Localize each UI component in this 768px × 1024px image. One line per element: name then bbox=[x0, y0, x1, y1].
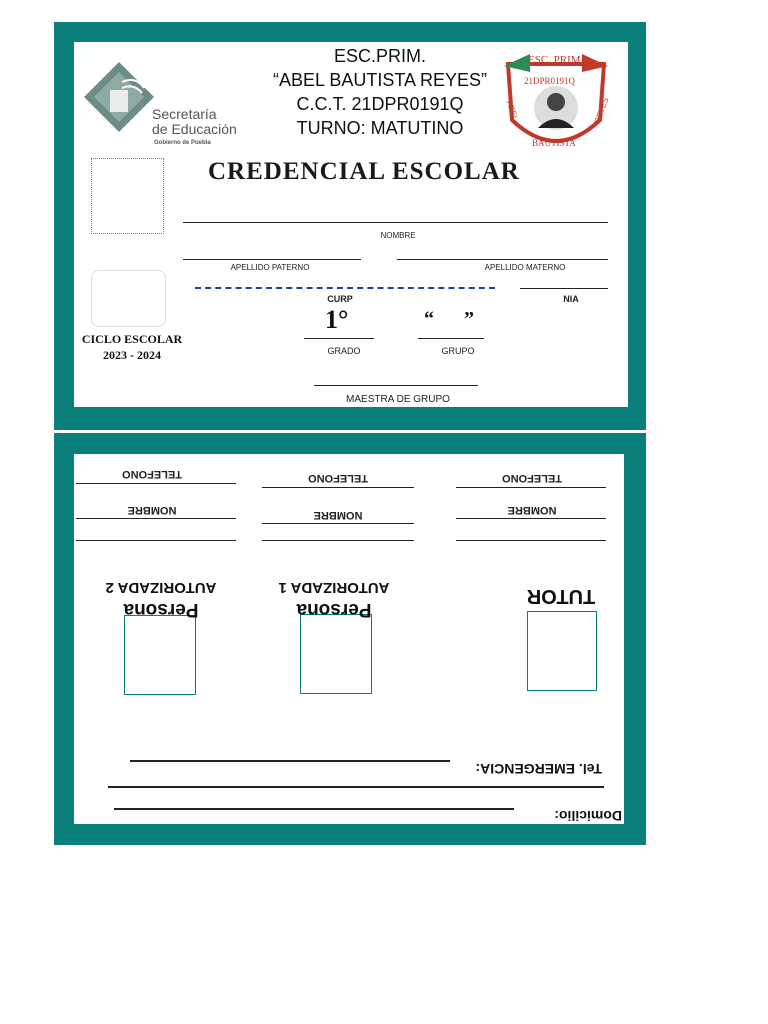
tel-emergencia-line bbox=[130, 760, 450, 762]
apellido-paterno-label: APELLIDO PATERNO bbox=[230, 263, 310, 272]
apellido-materno-label: APELLIDO MATERNO bbox=[484, 263, 566, 272]
tutor-telefono-line bbox=[456, 487, 606, 488]
autorizada-2-nombre-line-top bbox=[76, 540, 236, 541]
school-seal bbox=[500, 50, 612, 158]
grado-value: 1° bbox=[325, 305, 349, 334]
autorizada-2-title bbox=[76, 576, 246, 620]
seal-top-text: ESC. PRIM bbox=[528, 54, 581, 66]
nia-label: NIA bbox=[563, 294, 579, 304]
nia-line bbox=[520, 288, 608, 289]
tutor-nombre-line-top bbox=[456, 540, 606, 541]
school-type: ESC.PRIM. bbox=[333, 46, 426, 66]
grupo-label: GRUPO bbox=[441, 346, 475, 356]
autorizada-1-title-line1: Persona bbox=[296, 599, 372, 620]
autorizada-1-nombre-line bbox=[262, 523, 414, 524]
ministry-name-line3: Gobierno de Puebla bbox=[154, 140, 211, 146]
seal-right-text: REYES bbox=[592, 96, 611, 125]
seal-left-text: ABEL bbox=[504, 99, 520, 122]
maestra-line bbox=[314, 385, 478, 386]
autorizada-1-telefono-line bbox=[262, 487, 414, 488]
autorizada-2-title-line1: Persona bbox=[123, 599, 199, 620]
ministry-logo bbox=[82, 60, 242, 150]
seal-year-text: 21DPR0191Q bbox=[524, 76, 576, 86]
school-name: “ABEL BAUTISTA REYES” bbox=[272, 70, 488, 90]
autorizada-2-nombre-label: NOMBRE bbox=[127, 504, 177, 516]
grado-label: GRADO bbox=[327, 346, 361, 356]
ciclo-escolar bbox=[80, 331, 184, 363]
school-header bbox=[220, 44, 540, 140]
curp-dashed-line bbox=[195, 287, 495, 289]
curp-label: CURP bbox=[327, 294, 353, 304]
autorizada-1-nombre-line-top bbox=[262, 540, 414, 541]
tutor-photo-box bbox=[527, 611, 597, 691]
tel-emergencia-label: Tel. EMERGENCIA: bbox=[475, 761, 602, 777]
autorizada-2-nombre-line bbox=[76, 518, 236, 519]
apellido-materno-line bbox=[397, 259, 608, 260]
domicilio-line bbox=[114, 808, 514, 810]
ciclo-years: 2023 - 2024 bbox=[103, 348, 161, 362]
autorizada-1-photo-box bbox=[300, 614, 372, 694]
autorizada-2-telefono-label: TELEFONO bbox=[122, 468, 182, 480]
grupo-line bbox=[418, 338, 484, 339]
grado-line bbox=[304, 338, 374, 339]
autorizada-1-nombre-label: NOMBRE bbox=[313, 509, 363, 521]
ministry-name-line1: Secretaría bbox=[152, 106, 217, 122]
autorizada-2-photo-box bbox=[124, 615, 196, 695]
ministry-name-line2: de Educación bbox=[152, 121, 237, 137]
back-card-content bbox=[74, 454, 624, 824]
autorizada-1-title-line2: AUTORIZADA 1 bbox=[278, 579, 390, 596]
tutor-telefono-label: TELEFONO bbox=[502, 472, 562, 484]
domicilio-line-2 bbox=[108, 786, 604, 788]
ciclo-label: CICLO ESCOLAR bbox=[81, 332, 183, 346]
domicilio-label: Domicilio: bbox=[554, 808, 622, 824]
nombre-line bbox=[183, 222, 608, 223]
student-photo-placeholder bbox=[91, 158, 164, 234]
autorizada-2-title-line2: AUTORIZADA 2 bbox=[105, 579, 217, 596]
autorizada-2-telefono-line bbox=[76, 483, 236, 484]
grupo-value: “ ” bbox=[424, 308, 474, 330]
credential-title: CREDENCIAL ESCOLAR bbox=[208, 158, 520, 185]
tutor-nombre-line bbox=[456, 518, 606, 519]
ministry-emblem-icon bbox=[82, 60, 156, 146]
seal-bottom-text: BAUTISTA bbox=[532, 138, 576, 148]
signature-placeholder bbox=[91, 270, 166, 327]
nombre-label: NOMBRE bbox=[380, 231, 416, 240]
apellido-paterno-line bbox=[183, 259, 361, 260]
school-cct: C.C.T. 21DPR0191Q bbox=[296, 94, 464, 114]
autorizada-1-telefono-label: TELEFONO bbox=[308, 472, 368, 484]
tutor-title: TUTOR bbox=[526, 585, 596, 607]
autorizada-1-title bbox=[254, 576, 414, 620]
tutor-nombre-label: NOMBRE bbox=[507, 504, 557, 516]
school-shift: TURNO: MATUTINO bbox=[296, 118, 464, 138]
maestra-label: MAESTRA DE GRUPO bbox=[346, 394, 450, 405]
